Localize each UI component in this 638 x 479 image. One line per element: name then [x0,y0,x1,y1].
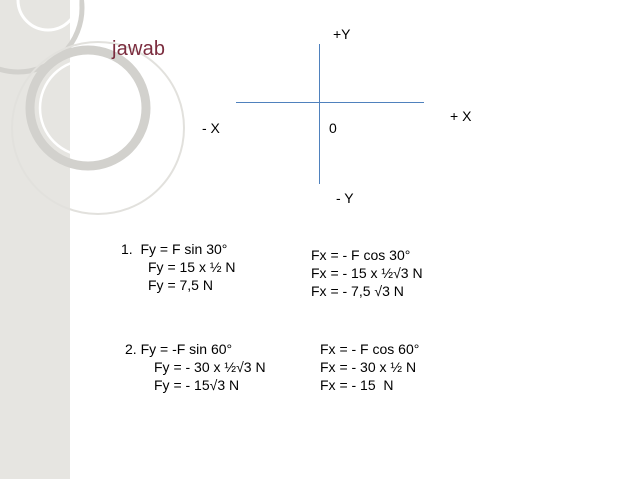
equation-line: Fy = - 15√3 N [154,377,240,393]
equation-line: Fy = 7,5 N [148,277,213,293]
y-positive-label: +Y [333,26,351,42]
equation-line: Fx = - 30 x ½ N [320,359,417,375]
equation-line: Fy = 15 x ½ N [148,259,236,275]
equation-line: Fx = - 7,5 √3 N [311,283,404,299]
equation-line: Fx = - F cos 60° [320,341,420,357]
solution-1-fx-block [311,246,423,300]
x-positive-label: + X [450,108,472,124]
equation-line: Fx = - F cos 30° [311,247,411,263]
solution-2-fy-block [125,340,266,394]
equation-line: 1. Fy = F sin 30° [121,241,228,257]
equation-line: Fx = - 15 x ½√3 N [311,265,423,281]
solution-1-fy-block [121,240,236,294]
origin-label: 0 [329,120,337,136]
equation-line: Fx = - 15 N [320,377,394,393]
x-negative-label: - X [202,120,220,136]
x-axis-line [236,102,424,103]
slide-title: jawab [112,38,166,60]
equation-line: Fy = - 30 x ½√3 N [154,359,266,375]
y-axis-line [319,44,320,184]
y-negative-label: - Y [336,190,354,206]
solution-2-fx-block [320,340,419,394]
equation-line: 2. Fy = -F sin 60° [125,341,233,357]
